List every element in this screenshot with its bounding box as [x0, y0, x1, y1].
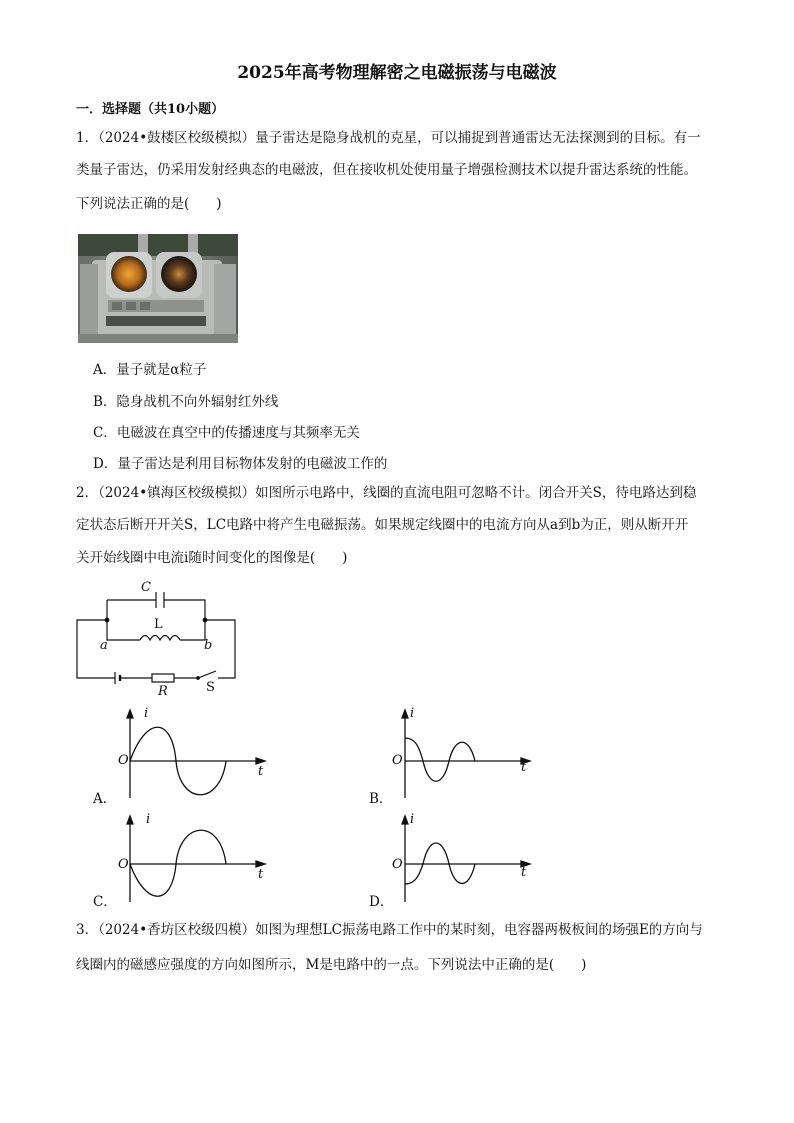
graph-c-i-label: i — [146, 812, 151, 827]
q3-text-line1: 3．（2024•香坊区校级四模）如图为理想LC振荡电路工作中的某时刻，电容器两极板间的场强E的方向与 — [76, 922, 703, 938]
q1-text-line3: 下列说法正确的是( ) — [76, 196, 222, 212]
q2-text-line2: 定状态后断开开关S，LC电路中将产生电磁振荡。如果规定线圈中的电流方向从a到b为正，则从断开开 — [76, 517, 689, 533]
graph-b-origin: O — [392, 753, 403, 768]
q1-text-line1: 1．（2024•鼓楼区校级模拟）量子雷达是隐身战机的克星，可以捕捉到普通雷达无法探测到的目标。有一 — [76, 130, 701, 146]
graph-c-option-label[interactable]: C． — [93, 894, 117, 910]
graph-b-i-label: i — [410, 706, 415, 721]
graph-d-i-label: i — [410, 812, 415, 827]
graph-a-option-label[interactable]: A． — [93, 791, 117, 807]
graph-d-option-label[interactable]: D． — [369, 894, 394, 910]
circuit-label-r: R — [158, 684, 168, 699]
graph-a[interactable] — [110, 706, 280, 802]
lc-circuit-diagram — [70, 580, 245, 700]
circuit-label-a: a — [100, 638, 108, 653]
graph-b-t-label: t — [521, 760, 527, 775]
graph-c-t-label: t — [258, 867, 264, 882]
graph-b-option-label[interactable]: B． — [369, 791, 393, 807]
graph-d-origin: O — [392, 857, 403, 872]
q3-text-line2: 线圈内的磁感应强度的方向如图所示，M是电路中的一点。下列说法中正确的是( ) — [76, 957, 587, 973]
page-title: 2025年高考物理解密之电磁振荡与电磁波 — [237, 63, 557, 83]
circuit-label-c: C — [141, 580, 151, 595]
graph-a-i-label: i — [144, 706, 149, 721]
q2-text-line1: 2．（2024•镇海区校级模拟）如图所示电路中，线圈的直流电阻可忽略不计。闭合开关S，待电路达到稳 — [76, 485, 697, 501]
q2-text-line3: 关开始线圈中电流i随时间变化的图像是( ) — [76, 550, 348, 566]
q1-option-c[interactable]: C．电磁波在真空中的传播速度与其频率无关 — [93, 425, 360, 441]
q1-text-line2: 类量子雷达，仍采用发射经典态的电磁波，但在接收机处使用量子增强检测技术以提升雷达系统的性能。 — [76, 162, 697, 178]
circuit-label-l: L — [154, 617, 163, 632]
q1-option-a[interactable]: A．量子就是α粒子 — [93, 362, 207, 378]
graph-c-origin: O — [118, 857, 129, 872]
graph-d-t-label: t — [521, 865, 527, 880]
graph-a-origin: O — [118, 753, 129, 768]
graph-c[interactable] — [110, 812, 280, 906]
q1-option-d[interactable]: D．量子雷达是利用目标物体发射的电磁波工作的 — [93, 456, 388, 472]
quantum-radar-photo — [78, 234, 238, 343]
q1-option-b[interactable]: B．隐身战机不向外辐射红外线 — [93, 394, 279, 410]
section-heading: 一．选择题（共10小题） — [76, 102, 225, 117]
circuit-label-s: S — [206, 680, 215, 695]
graph-a-t-label: t — [258, 764, 264, 779]
circuit-label-b: b — [204, 638, 213, 653]
